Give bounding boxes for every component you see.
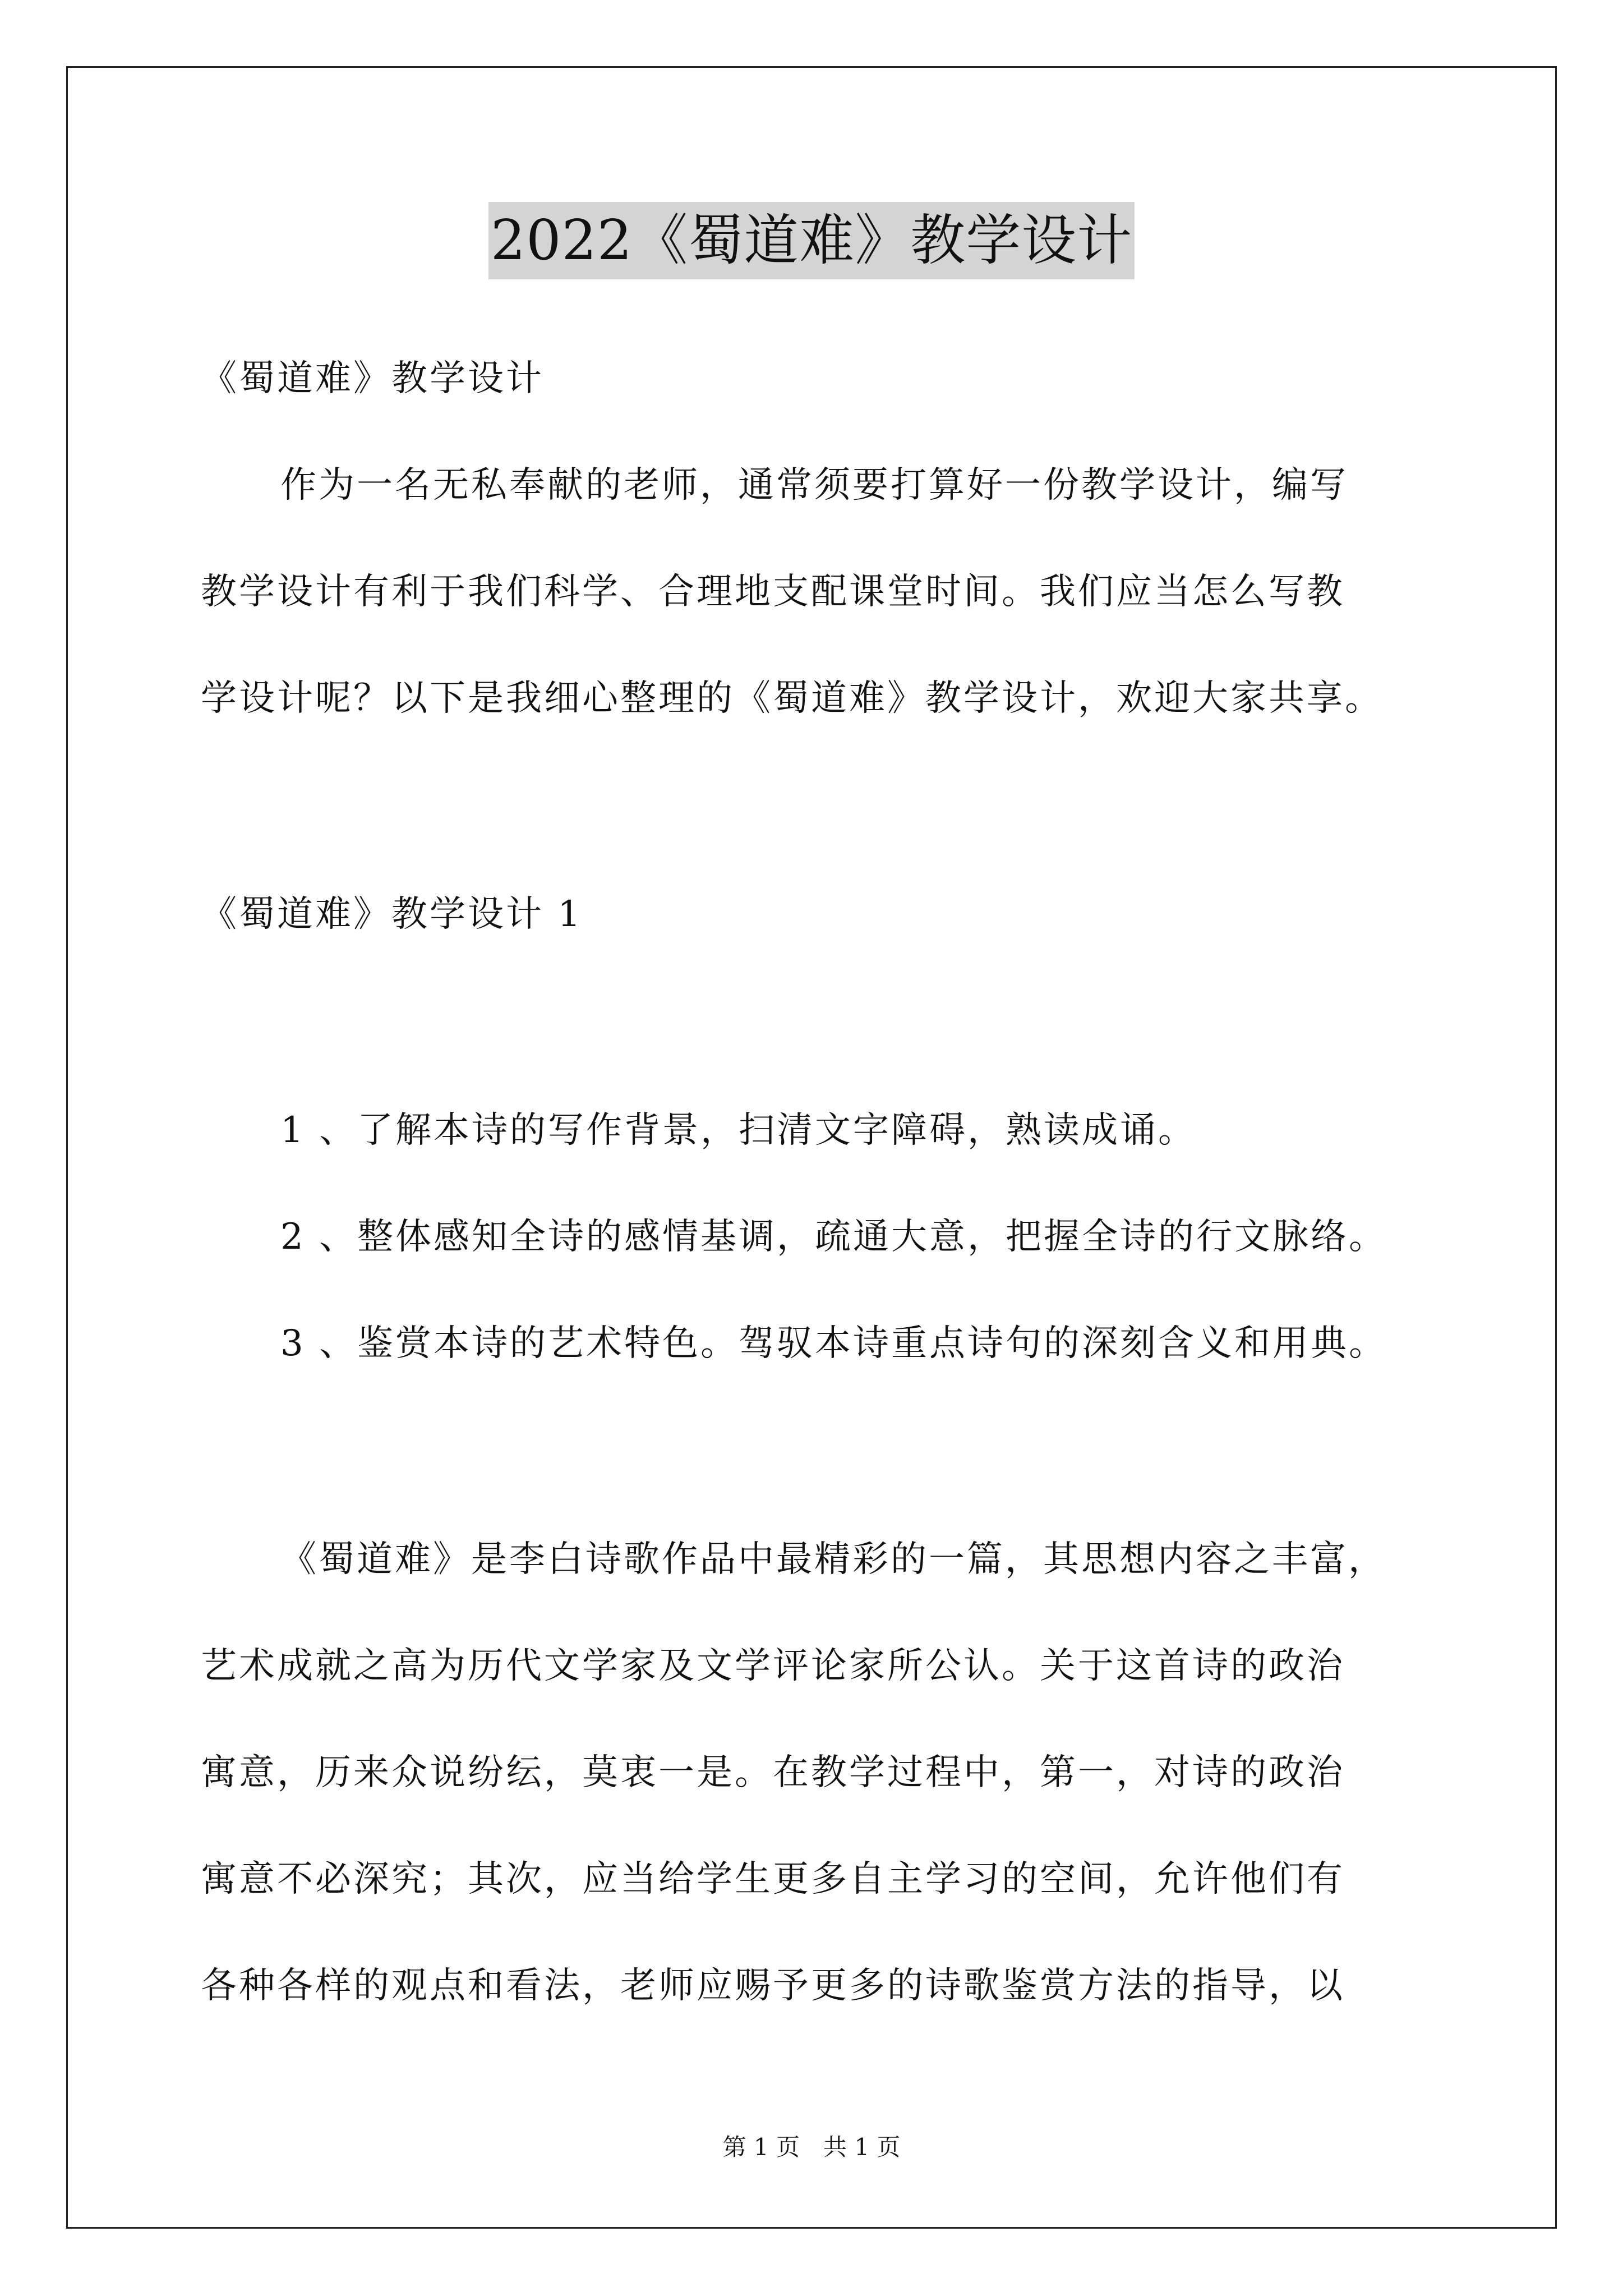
body-line: 《蜀道难》是李白诗歌作品中最精彩的一篇，其思想内容之丰富，: [280, 1539, 1386, 1580]
body-line: 寓意不必深究；其次，应当给学生更多自主学习的空间，允许他们有: [201, 1858, 1345, 1900]
goal-item: 1 、了解本诗的写作背景，扫清文字障碍，熟读成诵。: [280, 1110, 1197, 1151]
document-subtitle: 《蜀道难》教学设计: [201, 358, 544, 399]
section-heading: 《蜀道难》教学设计 1: [201, 894, 583, 935]
body-line: 寓意，历来众说纷纭，莫衷一是。在教学过程中，第一，对诗的政治: [201, 1752, 1345, 1793]
goal-item: 3 、鉴赏本诗的艺术特色。驾驭本诗重点诗句的深刻含义和用典。: [280, 1323, 1387, 1364]
document-title: 2022《蜀道难》教学设计: [488, 202, 1135, 279]
body-line: 各种各样的观点和看法，老师应赐予更多的诗歌鉴赏方法的指导，以: [201, 1965, 1345, 2007]
intro-line: 教学设计有利于我们科学、合理地支配课堂时间。我们应当怎么写教: [201, 571, 1345, 613]
intro-line: 作为一名无私奉献的老师，通常须要打算好一份教学设计，编写: [280, 464, 1348, 506]
intro-line: 学设计呢？以下是我细心整理的《蜀道难》教学设计，欢迎大家共享。: [201, 678, 1383, 719]
body-line: 艺术成就之高为历代文学家及文学评论家所公认。关于这首诗的政治: [201, 1645, 1345, 1687]
goal-item: 2 、整体感知全诗的感情基调，疏通大意，把握全诗的行文脉络。: [280, 1216, 1387, 1258]
page-footer: 第 1 页 共 1 页: [722, 2133, 901, 2161]
title-container: [0, 202, 1623, 279]
